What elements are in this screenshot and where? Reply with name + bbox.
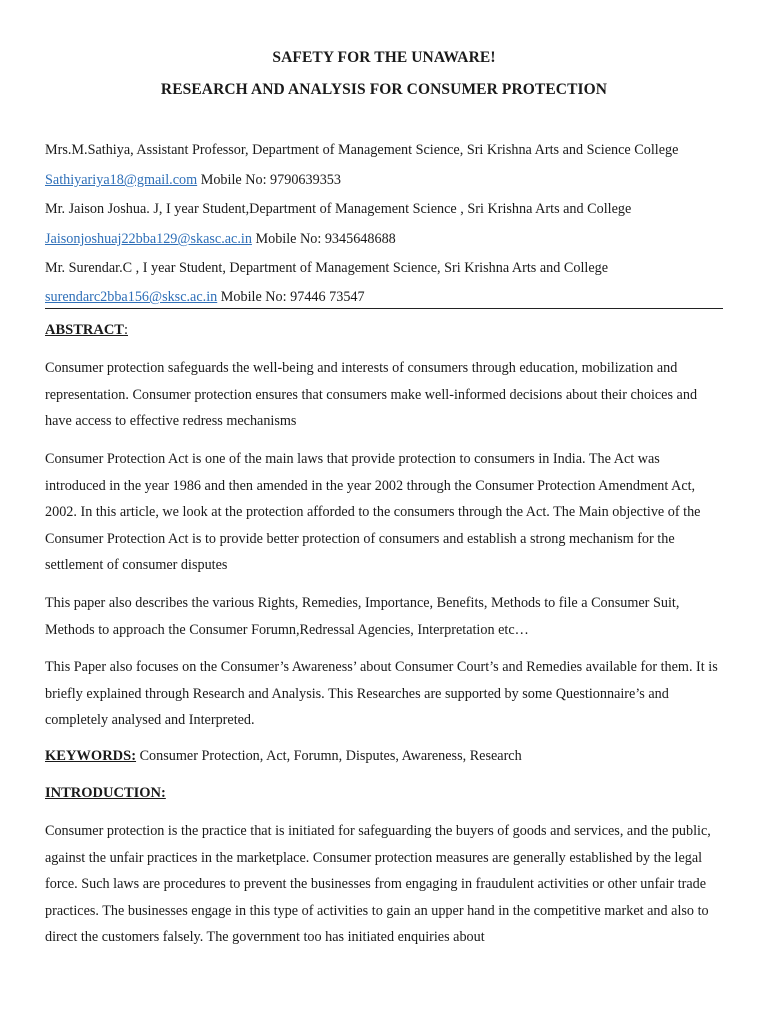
paper-subtitle: RESEARCH AND ANALYSIS FOR CONSUMER PROTECTION <box>160 81 608 98</box>
author-2-mobile: Mobile No: 9345648688 <box>251 231 396 247</box>
header-divider <box>45 308 723 309</box>
introduction-paragraph: Consumer protection is the practice that is initiated for safeguarding the buyers of goods and services, and the public, against the unfair practices in the marketplace. Consumer protection measures are generally established by the legal force. Such laws are procedures to prevent the businesses from engaging in fraudulent activities or other unfair trade practices. The businesses engage in this type of activities to gain an upper hand in the competitive market and also to direct the customers falsely. The government too has initiated enquiries about <box>45 823 711 945</box>
author-2-email-link[interactable]: Jaisonjoshuaj22bba129@skasc.ac.in <box>45 231 252 247</box>
author-2-affiliation: Mr. Jaison Joshua. J, I year Student,Department of Management Science , Sri Krishna Arts and College <box>45 201 632 217</box>
keywords-line <box>45 748 522 765</box>
abstract-heading-label: ABSTRACT <box>45 322 124 338</box>
author-1-affiliation: Mrs.M.Sathiya, Assistant Professor, Department of Management Science, Sri Krishna Arts and Science College <box>45 142 679 158</box>
author-1-email-link[interactable]: Sathiyariya18@gmail.com <box>45 172 198 188</box>
abstract-paragraph-4: This Paper also focuses on the Consumer’s Awareness’ about Consumer Court’s and Remedies available for them. It is briefly explained through Research and Analysis. This Researches are supported by some Questionnaire’s and completely analysed and Interpreted. <box>45 659 718 728</box>
abstract-heading-colon: : <box>123 322 128 338</box>
paper-title: SAFETY FOR THE UNAWARE! <box>272 49 496 66</box>
author-3-affiliation: Mr. Surendar.C , I year Student, Department of Management Science, Sri Krishna Arts and College <box>45 260 609 276</box>
author-1-contact <box>45 172 341 189</box>
abstract-paragraph-3: This paper also describes the various Rights, Remedies, Importance, Benefits, Methods to file a Consumer Suit, Methods to approach the Consumer Forumn,Redressal Agencies, Interpretation etc… <box>45 595 680 638</box>
author-1-mobile: Mobile No: 9790639353 <box>197 172 341 188</box>
keywords-text: Consumer Protection, Act, Forumn, Disputes, Awareness, Research <box>136 748 522 764</box>
author-3-contact <box>45 289 365 306</box>
author-3-email-link[interactable]: surendarc2bba156@sksc.ac.in <box>45 289 218 305</box>
introduction-heading: INTRODUCTION: <box>45 785 166 801</box>
keywords-label: KEYWORDS: <box>45 748 137 764</box>
author-2-contact <box>45 231 396 248</box>
abstract-heading <box>45 322 128 339</box>
abstract-paragraph-1: Consumer protection safeguards the well-being and interests of consumers through education, mobilization and representation. Consumer protection ensures that consumers make well-informed decisions about their choices and have access to effective redress mechanisms <box>45 360 698 429</box>
author-3-mobile: Mobile No: 97446 73547 <box>217 289 365 305</box>
abstract-paragraph-2: Consumer Protection Act is one of the main laws that provide protection to consumers in India. The Act was introduced in the year 1986 and then amended in the year 2002 through the Consumer Protection Amendment Act, 2002. In this article, we look at the protection afforded to the consumers through the Act. The Main objective of the Consumer Protection Act is to provide better protection of consumers and establish a strong mechanism for the settlement of consumer disputes <box>45 451 701 573</box>
